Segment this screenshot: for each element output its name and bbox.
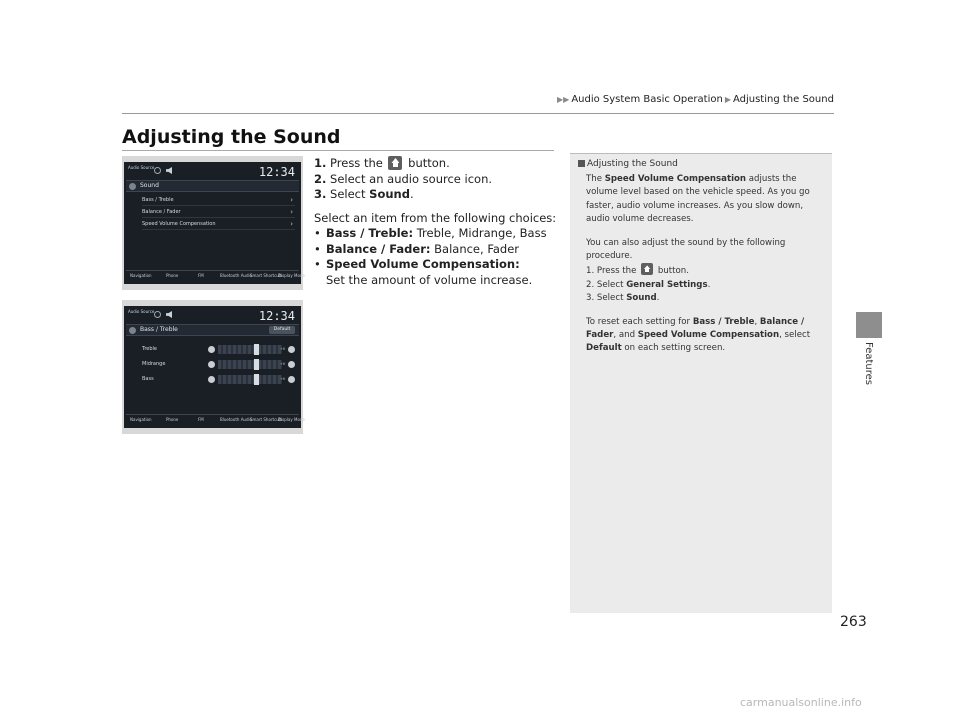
list-item: [142, 206, 295, 218]
audio-source-label: Audio Source: [128, 165, 155, 170]
screen-display: [124, 306, 305, 428]
list-item: [142, 218, 295, 230]
eq-row: [142, 342, 295, 357]
note-text: 1. Press the: [586, 266, 637, 277]
plus-icon: [288, 346, 295, 353]
sound-menu-list: [142, 194, 295, 230]
eq-max: +6: [280, 362, 286, 366]
list-item-label: Balance / Fader: [142, 209, 181, 215]
source-icon: [154, 311, 161, 318]
eq-max: +6: [280, 377, 286, 381]
nav-item: Phone: [166, 273, 179, 278]
bottom-nav: [126, 270, 305, 281]
section-tab-label: Features: [863, 342, 874, 385]
breadcrumb-item[interactable]: Audio System Basic Operation: [571, 94, 723, 105]
back-icon: [129, 183, 136, 190]
minus-icon: [208, 361, 215, 368]
chevron-right-icon: ›: [290, 220, 293, 228]
note-step: 3. Select Sound.: [586, 292, 660, 303]
list-item-label: Bass / Treble: [142, 197, 174, 203]
note-heading: [578, 158, 824, 171]
chevron-right-icon: ›: [290, 208, 293, 216]
eq-slider-track: [218, 345, 282, 354]
step: [314, 172, 556, 188]
nav-item: Navigation: [130, 273, 152, 278]
note-text: on each setting screen.: [624, 343, 726, 354]
bass-treble-screenshot: [122, 300, 303, 434]
choices-intro: Select an item from the following choices:: [314, 210, 557, 225]
note-text: , and: [613, 330, 636, 341]
note-text: To reset each setting for: [586, 317, 691, 328]
list-item: [142, 194, 295, 206]
nav-item: Smart Shortcuts: [250, 417, 283, 422]
screen-display: [124, 162, 305, 284]
step-text: .: [409, 187, 414, 201]
step-text: Press the: [330, 156, 383, 170]
eq-list: [142, 342, 295, 387]
nav-item: Navigation: [130, 417, 152, 422]
plus-icon: [288, 361, 295, 368]
audio-source-label: Audio Source: [128, 309, 155, 314]
nav-item: Bluetooth Audio: [220, 273, 253, 278]
title-bar: [126, 324, 299, 336]
note-paragraph: [578, 173, 824, 226]
home-icon: [641, 263, 653, 275]
eq-row: [142, 372, 295, 387]
sound-menu-screenshot: [122, 156, 303, 290]
choice-text: Balance, Fader: [434, 241, 520, 256]
section-tab-marker: [856, 312, 882, 338]
note-text: adjusts the volume level based on the vehicle speed. As you go faster, audio volume increases. As you slow down, audio volume decreases.: [586, 174, 810, 224]
note-text: button.: [657, 266, 689, 277]
choice-text: Treble, Midrange, Bass: [416, 226, 547, 240]
breadcrumb: [555, 94, 834, 105]
nav-item: FM: [198, 417, 204, 422]
source-icon: [154, 167, 161, 174]
note-keyword: Balance / Fader: [586, 317, 805, 341]
eq-slider-handle: [254, 374, 259, 385]
step-number: 1.: [314, 156, 327, 170]
note-step: 2. Select General Settings.: [586, 279, 711, 290]
spacer: [578, 226, 824, 237]
note-text: , select: [779, 330, 811, 341]
section-tab: [862, 342, 876, 402]
procedure-steps: [314, 156, 556, 288]
step-keyword: Sound: [369, 187, 410, 201]
plus-icon: [288, 376, 295, 383]
breadcrumb-arrow-icon: ▶: [724, 95, 731, 104]
nav-item: Bluetooth Audio: [220, 417, 253, 422]
note-icon: [578, 160, 585, 167]
step-text: Select: [330, 187, 366, 201]
nav-item: Phone: [166, 417, 179, 422]
eq-label: Midrange: [142, 361, 166, 367]
choice-label: Balance / Fader:: [326, 241, 431, 256]
step: [314, 187, 556, 203]
note-text: The: [586, 174, 602, 185]
choice-item: [314, 242, 556, 258]
eq-label: Treble: [142, 346, 157, 352]
note-paragraph: You can also adjust the sound by the following procedure.: [586, 238, 786, 262]
breadcrumb-arrow-icon: ▶▶: [557, 95, 570, 104]
note-keyword: Speed Volume Compensation: [604, 174, 747, 185]
title-bar: [126, 180, 299, 192]
step-text: button.: [408, 156, 450, 170]
home-icon: [388, 156, 402, 170]
bottom-nav: [126, 414, 305, 425]
step-text: Select an audio source icon.: [330, 171, 493, 186]
back-icon: [129, 327, 136, 334]
screen-title: Sound: [140, 182, 159, 189]
note-keyword: Speed Volume Compensation: [637, 330, 780, 341]
status-bar: [128, 309, 297, 323]
minus-icon: [208, 376, 215, 383]
status-bar: [128, 165, 297, 179]
nav-item: FM: [198, 273, 204, 278]
note-keyword: General Settings: [626, 279, 708, 290]
note-sidebar: [570, 153, 832, 613]
note-keyword: Default: [586, 343, 622, 354]
nav-item: Display Mode: [278, 417, 305, 422]
eq-slider-handle: [254, 359, 259, 370]
note-text: 2. Select: [586, 279, 624, 290]
choice-text: Set the amount of volume increase.: [326, 272, 533, 287]
step: [314, 156, 556, 172]
screen-title: Bass / Treble: [140, 326, 178, 333]
volume-icon: [166, 311, 172, 318]
nav-item: Smart Shortcuts: [250, 273, 283, 278]
eq-label: Bass: [142, 376, 154, 382]
list-item-label: Speed Volume Compensation: [142, 221, 216, 227]
watermark[interactable]: carmanualsonline.info: [740, 696, 862, 709]
eq-slider-track: [218, 375, 282, 384]
step-number: 2.: [314, 171, 327, 186]
choice-label: Speed Volume Compensation:: [326, 257, 520, 271]
eq-row: [142, 357, 295, 372]
note-text: 3. Select: [586, 292, 624, 303]
nav-item: Display Mode: [278, 273, 305, 278]
note-keyword: Bass / Treble: [692, 317, 755, 328]
choice-label: Bass / Treble:: [326, 226, 414, 240]
note-heading-text: Adjusting the Sound: [587, 159, 678, 169]
choice-item: [314, 226, 556, 242]
header-divider: [122, 113, 834, 114]
eq-max: +6: [280, 347, 286, 351]
page-number: 263: [840, 614, 867, 630]
eq-slider-track: [218, 360, 282, 369]
title-divider: [122, 150, 554, 151]
spacer: [578, 305, 824, 316]
clock: 12:34: [258, 309, 295, 323]
clock: 12:34: [258, 165, 295, 179]
choice-item: [314, 257, 542, 288]
default-button: Default: [269, 326, 295, 334]
note-keyword: Sound: [626, 292, 657, 303]
breadcrumb-item[interactable]: Adjusting the Sound: [732, 94, 834, 105]
step-number: 3.: [314, 187, 327, 201]
note-step: [578, 263, 824, 278]
note-paragraph: To reset each setting for Bass / Treble, Balance / Fader, and Speed Volume Compensation, select Default on each setting screen.: [586, 317, 811, 354]
minus-icon: [208, 346, 215, 353]
page-title: Adjusting the Sound: [122, 126, 341, 148]
chevron-right-icon: ›: [290, 196, 293, 204]
eq-slider-handle: [254, 344, 259, 355]
volume-icon: [166, 167, 172, 174]
